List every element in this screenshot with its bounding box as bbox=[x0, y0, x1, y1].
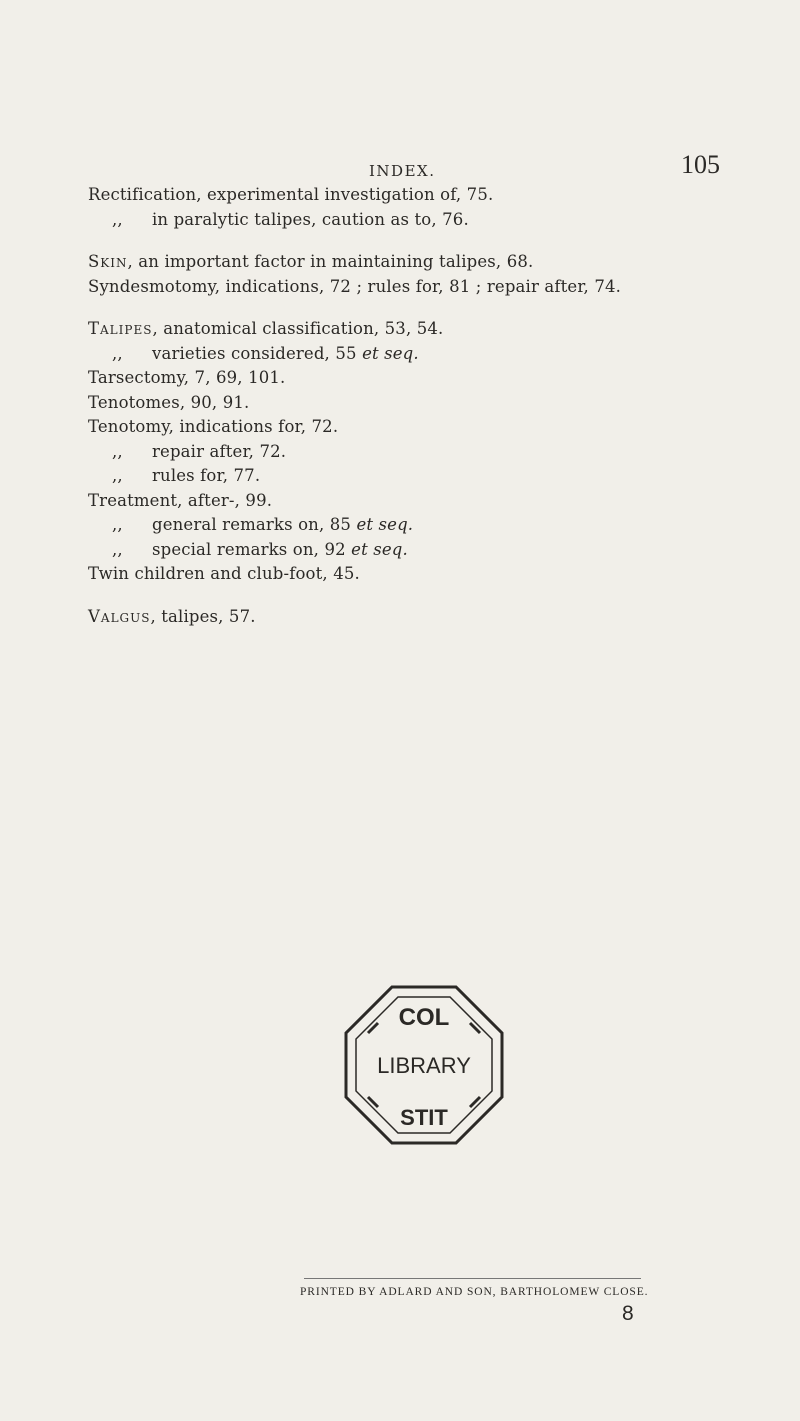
subentry-line bbox=[88, 342, 778, 367]
entry-text: special remarks on, 92 bbox=[152, 539, 346, 559]
subentry-line bbox=[88, 440, 778, 465]
entry-text: , anatomical classification, 53, 54. bbox=[152, 319, 444, 338]
entry-line bbox=[88, 391, 778, 416]
entry-text: Syndesmotomy, indications, 72 ; rules for, 81 ; repair after, 74. bbox=[88, 276, 622, 296]
ditto-mark: ,, bbox=[112, 466, 123, 485]
ditto-mark: ,, bbox=[112, 539, 123, 559]
page-number: 105 bbox=[681, 150, 720, 179]
printer-imprint: PRINTED BY ADLARD AND SON, BARTHOLOMEW CLOSE. bbox=[300, 1286, 649, 1298]
ditto-mark: ,, bbox=[112, 343, 123, 363]
entry-line bbox=[88, 183, 778, 208]
stamp-top-text: COL bbox=[398, 1004, 450, 1031]
entry-group bbox=[88, 317, 778, 587]
entry-line bbox=[88, 275, 778, 300]
entry-text: repair after, 72. bbox=[152, 441, 287, 461]
subentry-line bbox=[88, 513, 778, 538]
subentry-line bbox=[88, 208, 778, 233]
ditto-mark: ,, bbox=[112, 441, 123, 461]
section-headword: Valgus bbox=[88, 606, 151, 626]
entry-text: general remarks on, 85 bbox=[152, 515, 352, 534]
entry-group bbox=[88, 183, 778, 232]
stamp-bottom-text: STIT bbox=[400, 1105, 448, 1130]
entry-line bbox=[88, 605, 778, 630]
entry-text: Treatment, after-, 99. bbox=[88, 490, 273, 510]
entry-text: Twin children and club-foot, 45. bbox=[88, 564, 360, 583]
entry-line bbox=[88, 250, 778, 275]
signature-mark: 8 bbox=[622, 1302, 634, 1325]
entry-text: , an important factor in maintaining talipes, 68. bbox=[127, 252, 534, 271]
entry-text: , talipes, 57. bbox=[150, 606, 256, 626]
entry-italic: et seq. bbox=[356, 515, 414, 534]
entry-text: Rectification, experimental investigation of, 75. bbox=[88, 185, 494, 204]
section-headword: Talipes bbox=[88, 319, 153, 338]
entry-italic: et seq. bbox=[351, 539, 408, 559]
running-title: INDEX. bbox=[369, 162, 436, 180]
entry-text: Tarsectomy, 7, 69, 101. bbox=[88, 368, 286, 387]
entry-line bbox=[88, 489, 778, 514]
entry-text: Tenotomy, indications for, 72. bbox=[88, 417, 339, 436]
section-headword: Skin bbox=[88, 252, 128, 271]
entry-text: Tenotomes, 90, 91. bbox=[88, 392, 250, 412]
ditto-mark: ,, bbox=[112, 515, 123, 534]
library-stamp bbox=[334, 975, 514, 1155]
entry-group bbox=[88, 250, 778, 299]
subentry-line bbox=[88, 464, 778, 489]
library-stamp-graphic bbox=[334, 975, 514, 1155]
footer-rule bbox=[304, 1278, 641, 1279]
entry-line bbox=[88, 366, 778, 391]
ditto-mark: ,, bbox=[112, 209, 123, 229]
entry-text: rules for, 77. bbox=[152, 466, 261, 485]
entry-line bbox=[88, 317, 778, 342]
entry-group bbox=[88, 605, 778, 630]
entry-text: in paralytic talipes, caution as to, 76. bbox=[152, 209, 469, 229]
stamp-middle-text: LIBRARY bbox=[377, 1053, 471, 1078]
entry-line bbox=[88, 415, 778, 440]
entry-text: varieties considered, 55 bbox=[152, 343, 357, 363]
index-entries bbox=[88, 183, 778, 647]
entry-italic: et seq. bbox=[362, 343, 419, 363]
entry-line bbox=[88, 562, 778, 587]
subentry-line bbox=[88, 538, 778, 563]
